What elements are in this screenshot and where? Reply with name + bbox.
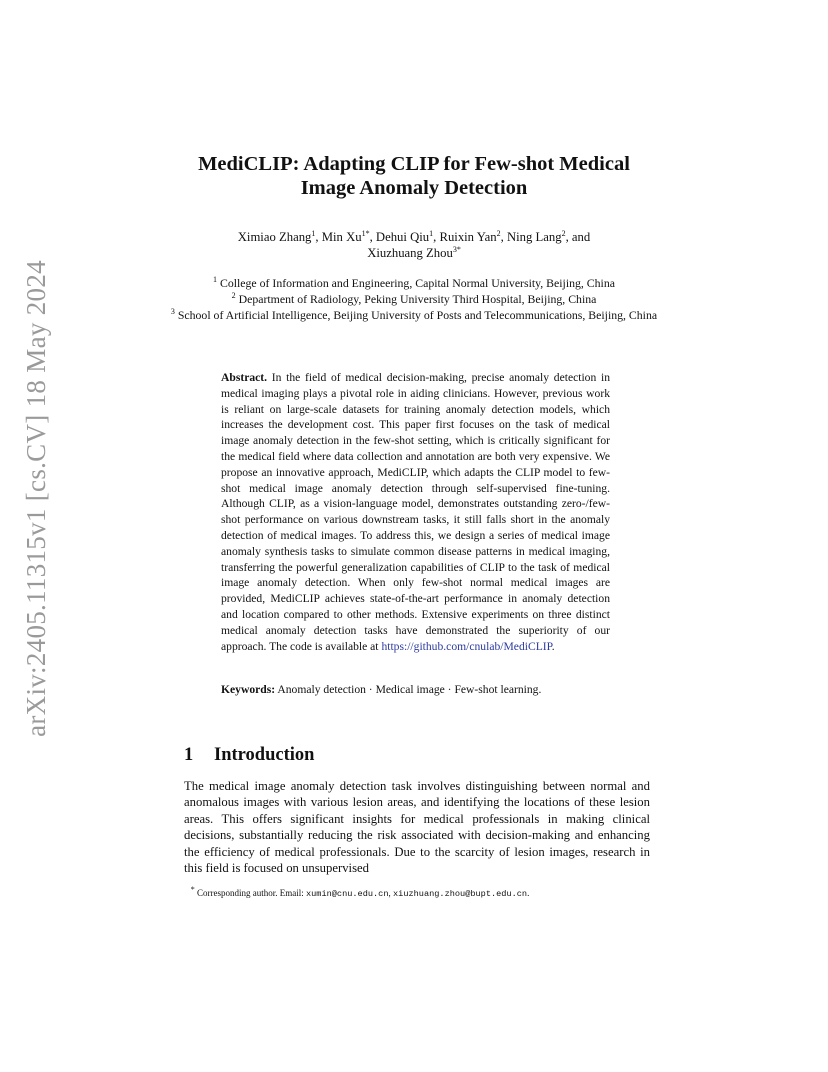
author-list: Ximiao Zhang$^1$, Min $Xu^{1*}$, Dehui Qiu$^1$, Ruixin Yan$^2$, Ning Lang$^2$, and Xiuzhuang Zhou$^{3*}$ — [237, 228, 591, 260]
author-name: Dehui Qiu — [375, 230, 430, 244]
section-title: Introduction — [214, 745, 315, 765]
abstract-label: Abstract. — [221, 371, 268, 384]
affiliation-item — [160, 291, 668, 307]
footnote-text: Corresponding author. Email: — [197, 888, 304, 898]
footnote-email-1[interactable]: xumin@cnu.edu.cn — [305, 889, 389, 899]
author-name: Min Xu — [321, 230, 362, 244]
author-name: Ximiao Zhang — [237, 230, 312, 244]
affiliation-list — [160, 275, 668, 323]
section-heading — [184, 744, 314, 766]
paper-title-line-1: MediCLIP: Adapting CLIP for Few-shot Medical — [198, 153, 630, 175]
abstract-end: . — [551, 639, 555, 653]
author-name: Ruixin Yan — [439, 230, 497, 244]
paper-title-line-2: Image Anomaly Detection — [300, 177, 528, 199]
paper-title — [150, 152, 678, 200]
author-affiliation-mark: 1* — [361, 228, 370, 238]
affiliation-item — [160, 307, 668, 323]
arxiv-stamp-text: arXiv:2405.11315v1 [cs.CV] 18 May 2024 — [20, 259, 51, 737]
affiliation-item — [160, 275, 668, 291]
footnote-end: . — [527, 888, 530, 898]
footnote-mark: * — [190, 885, 195, 894]
author-name: Ning Lang — [506, 230, 562, 244]
author-affiliation-mark: 2 — [561, 228, 566, 238]
author-name: Xiuzhuang Zhou — [367, 246, 453, 260]
author-affiliation-mark: 3* — [452, 244, 461, 254]
arxiv-stamp — [18, 232, 54, 764]
author-affiliation-mark: 1 — [311, 228, 316, 238]
author-affiliation-mark: 2 — [496, 228, 501, 238]
keywords-label: Keywords: — [221, 683, 276, 696]
section-number: 1 — [184, 745, 194, 765]
affiliation-mark: 3 — [170, 307, 175, 317]
affiliation-text: Department of Radiology, Peking University Third Hospital, Beijing, China — [238, 292, 597, 306]
abstract — [221, 370, 610, 654]
footnote — [184, 887, 650, 900]
footnote-separator: , — [388, 888, 391, 898]
affiliation-mark: 1 — [213, 275, 218, 285]
affiliation-mark: 2 — [231, 291, 236, 301]
affiliation-text: College of Information and Engineering, Capital Normal University, Beijing, China — [219, 276, 615, 290]
author-affiliation-mark: 1 — [429, 228, 434, 238]
footnote-email-2[interactable]: xiuzhuang.zhou@bupt.edu.cn — [393, 889, 528, 899]
code-link[interactable]: https://github.com/cnulab/MediCLIP — [381, 639, 552, 653]
keywords-text: Anomaly detection · Medical image · Few-shot learning. — [277, 683, 542, 696]
affiliation-text: School of Artificial Intelligence, Beijing University of Posts and Telecommunications, Beijing, China — [177, 308, 658, 322]
abstract-text: In the field of medical decision-making, precise anomaly detection in medical imaging plays a pivotal role in aiding clinicians. However, previous work is reliant on large-scale datasets for training anomaly detection models, which increases the development cost. This paper first focuses on the task of medical image anomaly detection in the few-shot setting, which is critically significant for the medical field where data collection and annotation are both very expensive. We propose an innovative approach, MediCLIP, which adapts the CLIP model to few-shot medical image anomaly detection through self-supervised fine-tuning. Although CLIP, as a vision-language model, demonstrates outstanding zero-/few-shot performance on various downstream tasks, it still falls short in the anomaly detection of medical images. To address this, we design a series of medical image anomaly synthesis tasks to simulate common disease patterns in medical imaging, transferring the powerful generalization capabilities of CLIP to the task of medical image anomaly detection. When only few-shot normal medical images are provided, MediCLIP achieves state-of-the-art performance in anomaly detection and location compared to other methods. Extensive experiments on three distinct medical anomaly detection tasks have demonstrated the superiority of our approach. The code is available at — [221, 371, 611, 653]
keywords — [221, 682, 610, 698]
section-body: The medical image anomaly detection task involves distinguishing between normal and anomalous images with various lesion areas, and identifying the locations of these lesion areas. This offers significant insights for medical professionals in making clinical decisions, substantially reducing the risk associated with decision-making and enhancing the efficiency of medical professionals. Due to the scarcity of lesion images, research in this field is focused on unsupervised — [184, 779, 650, 876]
